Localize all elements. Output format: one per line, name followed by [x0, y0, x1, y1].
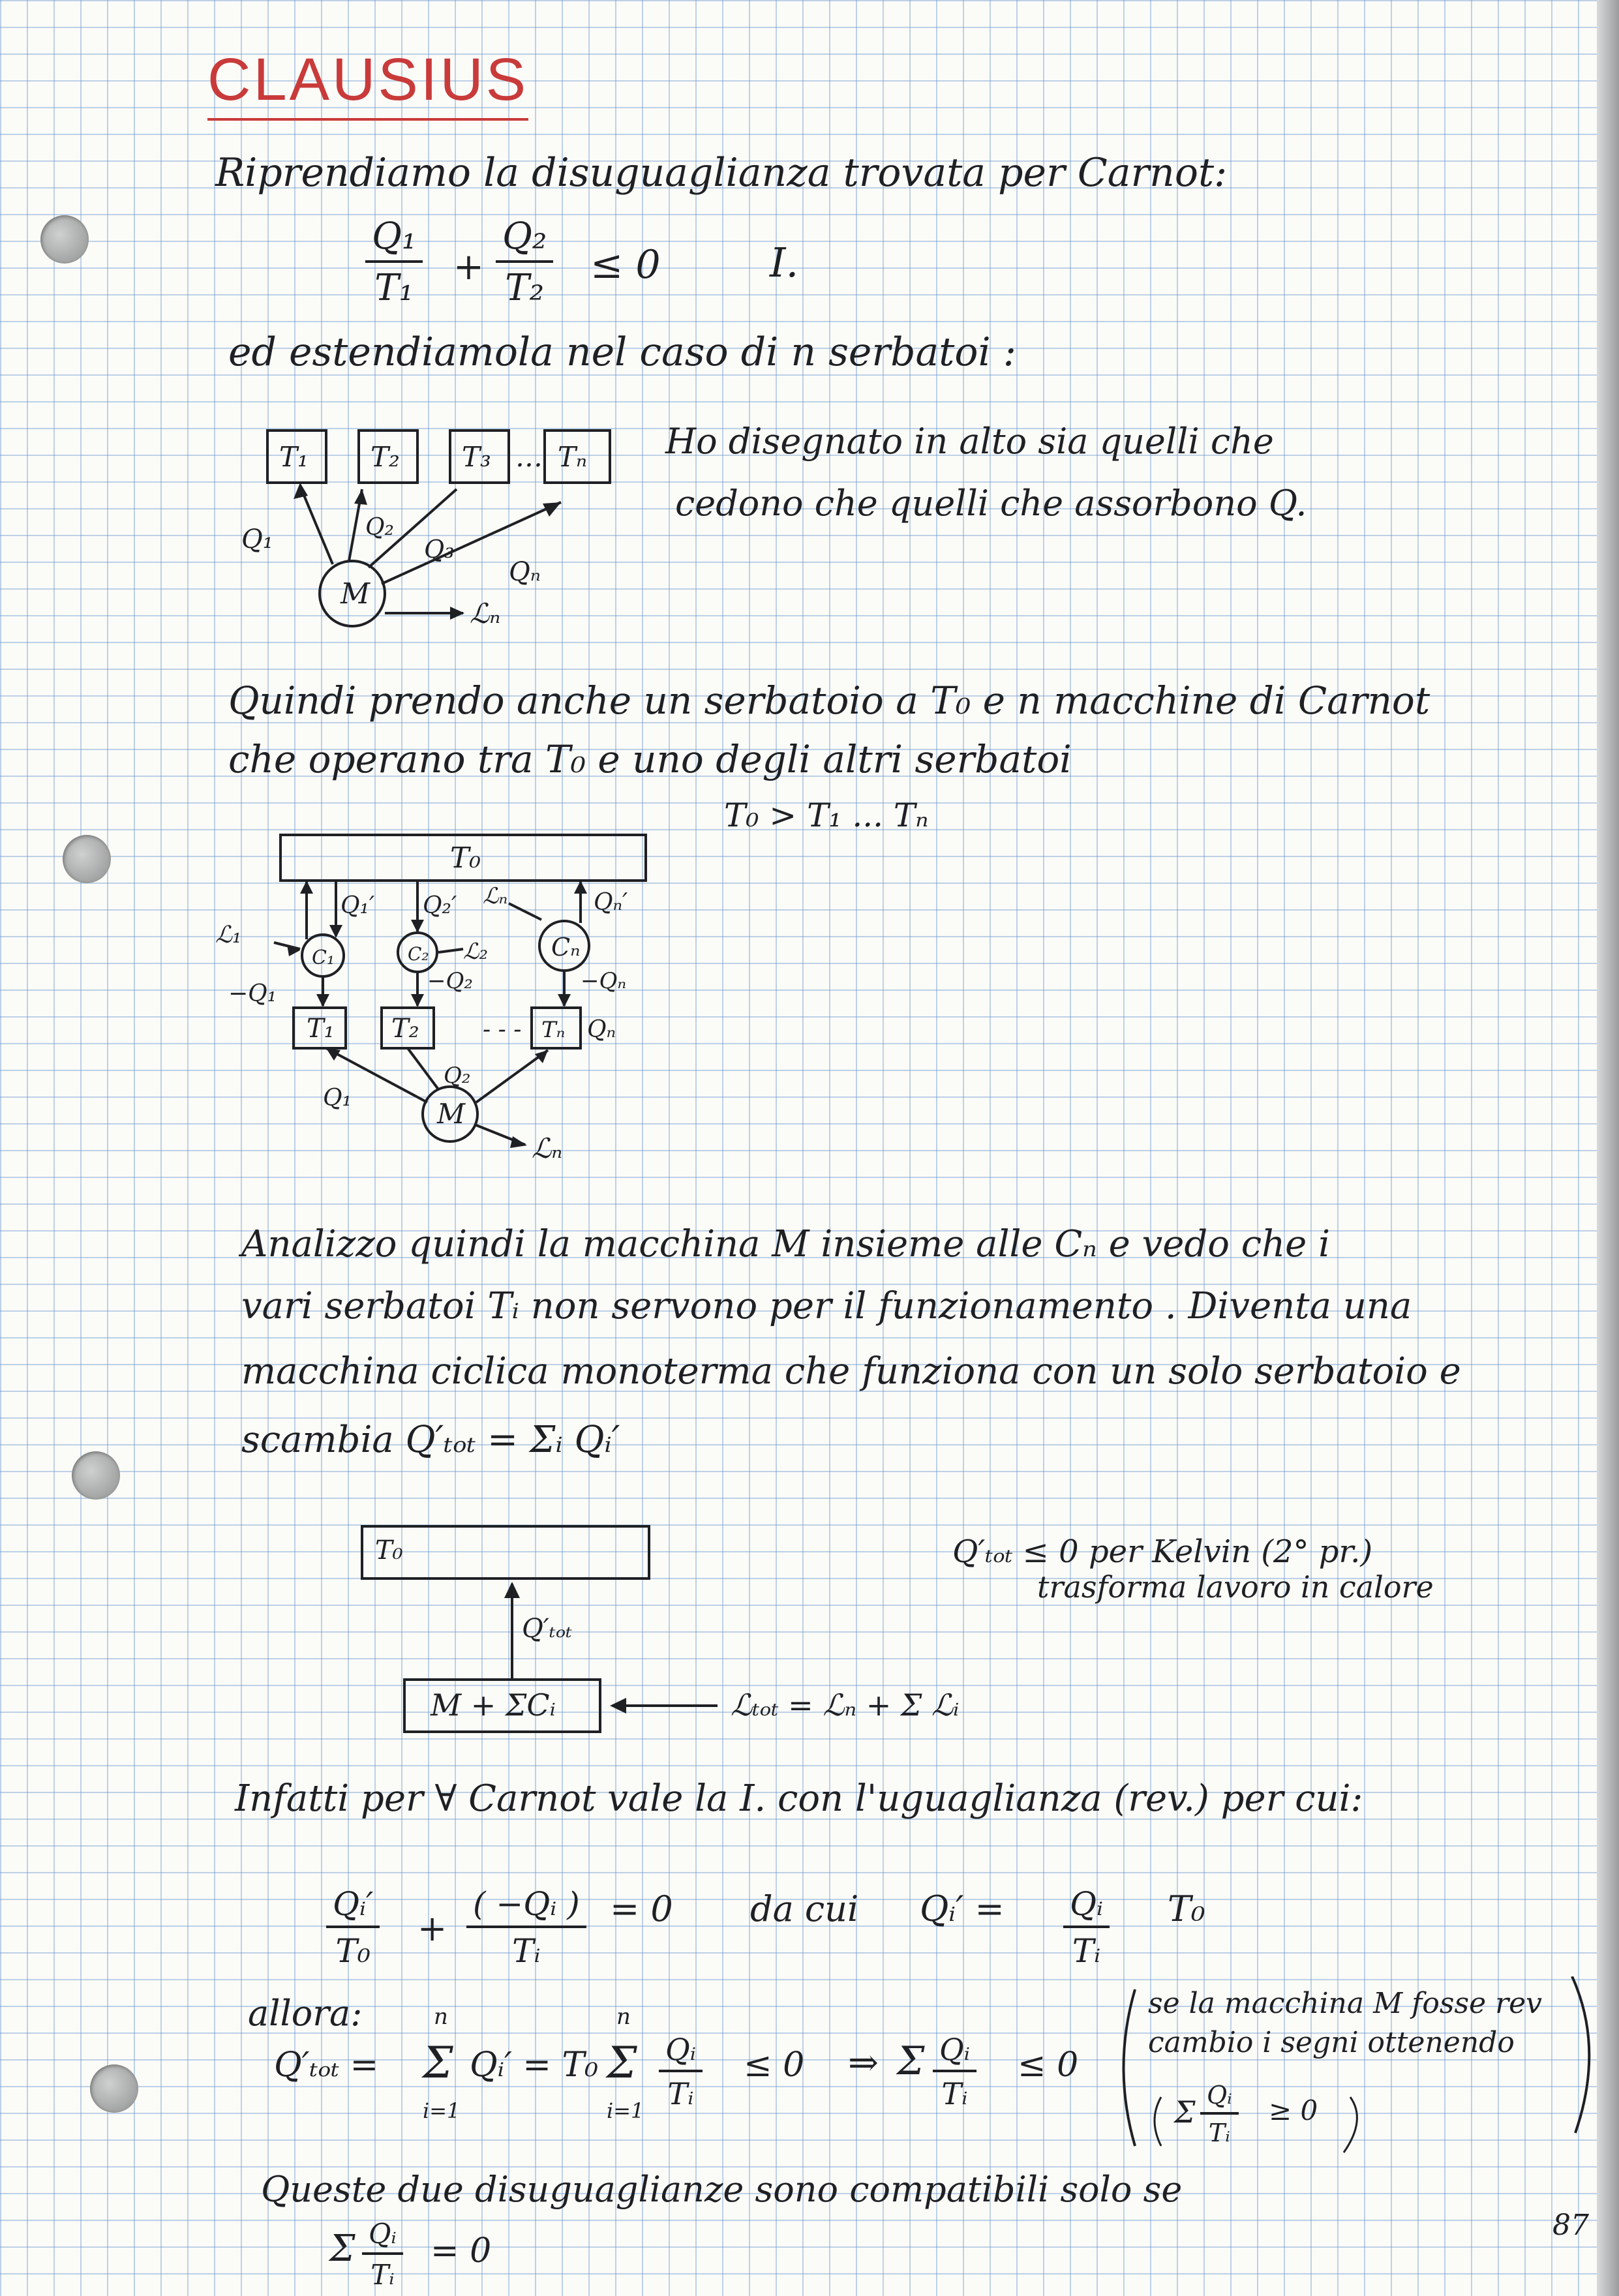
d1-dots: …	[515, 441, 543, 473]
binder-hole-4	[90, 2064, 138, 2113]
d2-neg-q1: −Q₁	[228, 980, 277, 1007]
eq3-sum2-bot: i=1	[607, 2098, 644, 2123]
d2-qnp: Qₙ′	[594, 889, 628, 916]
page-title: CLAUSIUS	[207, 46, 528, 121]
d2-work: ℒₙ	[532, 1132, 563, 1164]
d2-q2p: Q₂′	[423, 892, 457, 919]
side-note-num: Qᵢ	[1200, 2081, 1239, 2115]
eq2-plus: +	[417, 1908, 447, 1949]
para3-line2: vari serbatoi Tᵢ non servono per il funzionamento . Diventa una	[241, 1285, 1412, 1327]
d2-c2: C₂	[408, 943, 429, 965]
reservoirs-diagram-1	[228, 417, 659, 639]
d2-l2: ℒ₂	[463, 939, 489, 965]
eq3-sum1: Σ	[423, 2038, 453, 2088]
page-edge	[1597, 0, 1619, 2296]
para2-line1: Quindi prendo anche un serbatoio a T₀ e n macchine di Carnot	[228, 678, 1430, 723]
eq3-num1: Qᵢ	[659, 2032, 703, 2072]
side-note-line1: se la macchina M fosse rev	[1148, 1987, 1543, 2020]
note1-line2: cedono che quelli che assorbono Q.	[675, 483, 1307, 524]
eq3-le0: ≤ 0	[744, 2046, 805, 2085]
eq2-frac3	[1063, 1885, 1110, 1970]
kelvin-line1: Q′ₜₒₜ ≤ 0 per Kelvin (2° pr.)	[952, 1533, 1373, 1570]
para2-line2: che operano tra T₀ e uno degli altri serbatoi	[228, 737, 1072, 781]
eq3-lhs: Q′ₜₒₜ =	[274, 2046, 379, 2085]
d2-q2-bottom: Q₂	[444, 1063, 471, 1089]
d2-l1: ℒ₁	[215, 922, 242, 948]
eq2-num3: Qᵢ	[1063, 1885, 1110, 1928]
eq1-tag: I.	[770, 239, 799, 286]
eq2-t0: T₀	[1168, 1888, 1205, 1929]
d1-box-t1: T₁	[279, 441, 309, 473]
d3-work: ℒₜₒₜ = ℒₙ + Σ ℒᵢ	[731, 1687, 960, 1723]
final-den: Tᵢ	[371, 2259, 395, 2291]
d2-box-t2: T₂	[391, 1014, 419, 1044]
para4-text: Infatti per ∀ Carnot vale la I. con l'uguaglianza (rev.) per cui:	[235, 1777, 1363, 1820]
d2-qn-right: Qₙ	[587, 1016, 616, 1043]
eq1-num2: Q₂	[496, 215, 553, 263]
d3-box: M + ΣCᵢ	[431, 1687, 556, 1723]
final-rel: = 0	[431, 2231, 492, 2271]
note1-line1: Ho disegnato in alto sia quelli che	[665, 421, 1274, 462]
binder-hole-1	[40, 215, 89, 264]
kelvin-line2: trasforma lavoro in calore	[1037, 1569, 1434, 1605]
eq2-dacui: da cui	[750, 1888, 859, 1929]
d2-neg-qn: −Qₙ	[581, 968, 627, 994]
carnot-machines-diagram	[196, 828, 731, 1194]
eq1-relation: ≤ 0	[590, 242, 661, 288]
eq3-sum3: Σ	[897, 2038, 925, 2084]
eq2-den3: Tᵢ	[1072, 1932, 1101, 1970]
eq3-sum2-top: n	[616, 2004, 631, 2030]
d1-work: ℒₙ	[470, 597, 501, 629]
eq3-sum2: Σ	[607, 2038, 637, 2088]
eq2-lhs: Qᵢ′ =	[920, 1888, 1005, 1929]
d2-t0: T₀	[450, 841, 481, 875]
intro-text: Riprendiamo la disuguaglianza trovata per Carnot:	[215, 150, 1228, 196]
d1-box-t3: T₃	[462, 441, 491, 473]
d2-c1: C₁	[312, 946, 335, 969]
eq3-implies: ⇒	[848, 2042, 879, 2084]
final-num: Qᵢ	[362, 2218, 403, 2255]
side-note-den: Tᵢ	[1208, 2119, 1230, 2147]
d2-cn: Cₙ	[551, 933, 581, 961]
final-sum: Σ	[329, 2228, 356, 2270]
eq3-den2: Tᵢ	[941, 2076, 968, 2111]
eq1-den2: T₂	[505, 267, 545, 309]
eq3-num2: Qᵢ	[933, 2032, 976, 2072]
d1-q2: Q₂	[365, 514, 394, 541]
eq3-frac1	[659, 2032, 703, 2111]
eq1-den1: T₁	[374, 267, 414, 309]
d3-t0: T₀	[375, 1535, 403, 1565]
eq3-sum1-bot: i=1	[423, 2098, 461, 2123]
eq1-frac2	[496, 215, 553, 309]
allora-text: allora:	[248, 1993, 363, 2034]
eq2-eq0: = 0	[610, 1888, 673, 1929]
side-note-rel: ≥ 0	[1269, 2094, 1318, 2126]
eq2-num1: Qᵢ′	[326, 1885, 380, 1928]
side-note-sum: Σ	[1174, 2094, 1196, 2130]
eq3-mid: Qᵢ′ = T₀	[470, 2046, 599, 2085]
d2-q1p: Q₁′	[340, 892, 375, 919]
eq3-frac2	[933, 2032, 976, 2111]
para3-line3: macchina ciclica monoterma che funziona con un solo serbatoio e	[241, 1350, 1461, 1393]
eq1-frac1	[365, 215, 423, 309]
d1-qn: Qₙ	[509, 557, 541, 587]
d1-box-t2: T₂	[371, 441, 400, 473]
eq2-den2: Tᵢ	[512, 1932, 541, 1970]
eq2-den1: T₀	[335, 1932, 371, 1970]
d3-qtot: Q′ₜₒₜ	[522, 1614, 573, 1644]
d1-q3: Q₃	[424, 535, 455, 564]
side-note-line2: cambio i segni ottenendo	[1148, 2026, 1515, 2059]
eq3-den1: Tᵢ	[667, 2076, 694, 2111]
t-inequality: T₀ > T₁ ... Tₙ	[724, 796, 929, 834]
d2-box-tn: Tₙ	[541, 1017, 566, 1043]
d2-ln: ℒₙ	[483, 883, 508, 909]
eq3-sum1-top: n	[434, 2004, 448, 2030]
eq2-frac2	[466, 1885, 586, 1970]
eq2-frac1	[326, 1885, 380, 1970]
binder-hole-3	[72, 1451, 120, 1500]
d1-machine: M	[340, 577, 371, 611]
final-text: Queste due disuguaglianze sono compatibili solo se	[261, 2169, 1183, 2210]
d2-box-t1: T₁	[307, 1014, 335, 1044]
d2-neg-q2: −Q₂	[427, 968, 473, 994]
para3-line4: scambia Q′ₜₒₜ = Σᵢ Qᵢ′	[241, 1419, 620, 1461]
para3-line1: Analizzo quindi la macchina M insieme alle Cₙ e vedo che i	[241, 1223, 1331, 1265]
binder-hole-2	[63, 835, 111, 883]
side-note-frac	[1200, 2081, 1239, 2147]
extend-text: ed estendiamola nel caso di n serbatoi :	[228, 329, 1016, 375]
d2-q1-bottom: Q₁	[323, 1085, 352, 1111]
page-number: 87	[1552, 2209, 1589, 2242]
eq1-plus: +	[453, 246, 484, 288]
final-frac	[362, 2218, 403, 2291]
d2-dots: - - -	[483, 1016, 522, 1043]
eq1-num1: Q₁	[365, 215, 423, 263]
eq2-num2: ( −Qᵢ )	[466, 1885, 586, 1928]
d1-q1: Q₁	[241, 524, 273, 554]
d1-box-tn: Tₙ	[558, 441, 588, 473]
eq3-le0b: ≤ 0	[1018, 2046, 1079, 2085]
d2-machine: M	[437, 1098, 466, 1130]
